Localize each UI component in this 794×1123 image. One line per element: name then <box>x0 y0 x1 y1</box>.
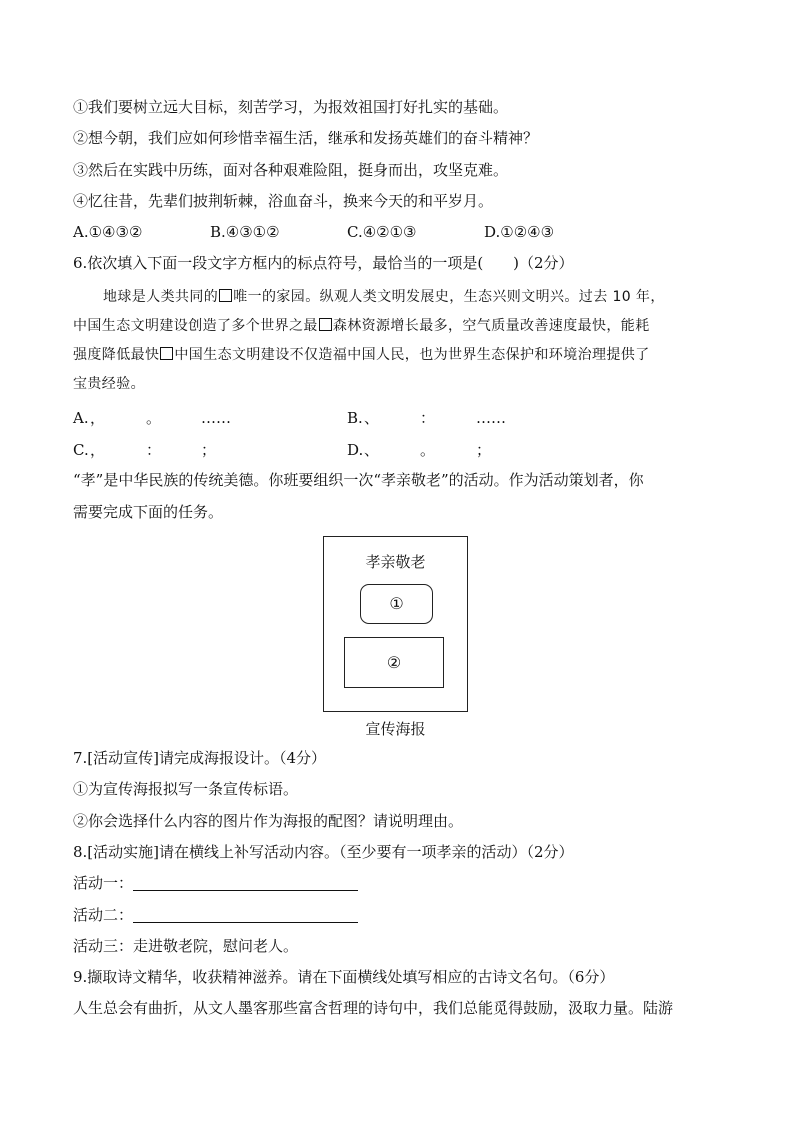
intro-line-2: 需要完成下面的任务。 <box>73 503 224 521</box>
q9-text: 人生总会有曲折，从文人墨客那些富含哲理的诗句中，我们总能觅得鼓励，汲取力量。陆游 <box>73 999 674 1017</box>
q8-activity-1 <box>73 873 358 893</box>
option-mark: …… <box>201 409 231 427</box>
blank-box-1 <box>219 289 232 302</box>
q7-item-2: ②你会选择什么内容的图片作为海报的配图？请说明理由。 <box>73 812 464 830</box>
option-letter: C. <box>73 441 89 459</box>
answer-blank-1[interactable] <box>133 876 358 891</box>
q6-stem: 6.依次填入下面一段文字方框内的标点符号，最恰当的一项是( )（2分） <box>73 254 574 272</box>
passage-text: 森林资源增长最多，空气质量改善速度最快，能耗 <box>332 318 650 334</box>
blank-box-2 <box>319 318 332 331</box>
q5-option-d: D.①②④③ <box>484 223 555 241</box>
option-mark: 。 <box>146 409 162 427</box>
poster-slot-1: ① <box>360 584 433 624</box>
q8-activity-3: 活动三：走进敬老院，慰问老人。 <box>73 937 299 955</box>
option-letter: B. <box>347 409 363 427</box>
q6-passage-line-1 <box>103 287 665 307</box>
option-letter: A. <box>73 409 89 427</box>
answer-blank-2[interactable] <box>133 908 358 923</box>
q7-stem: 7.[活动宣传]请完成海报设计。（4分） <box>73 749 327 767</box>
option-mark: ： <box>420 409 436 427</box>
option-mark: 、 <box>364 441 380 459</box>
passage-text: 中国生态文明建设创造了多个世界之最 <box>73 318 318 334</box>
poster-frame <box>323 536 468 712</box>
q8-stem: 8.[活动实施]请在横线上补写活动内容。（至少要有一项孝亲的活动）（2分） <box>73 843 574 861</box>
option-mark: ； <box>201 441 217 459</box>
option-mark: …… <box>476 409 506 427</box>
option-mark: 、 <box>364 409 380 427</box>
q5-option-a: A.①④③② <box>73 223 143 241</box>
passage-text: 强度降低最快 <box>73 347 160 363</box>
poster-slot-2: ② <box>344 637 444 688</box>
q7-item-1: ①为宣传海报拟写一条宣传标语。 <box>73 780 299 798</box>
q5-option-b: B.④③①② <box>210 223 280 241</box>
q6-passage-line-4: 宝贵经验。 <box>73 376 145 392</box>
activity-label: 活动二： <box>73 906 134 924</box>
intro-line-1: “孝”是中华民族的传统美德。你班要组织一次“孝亲敬老”的活动。作为活动策划者，你 <box>73 471 644 489</box>
blank-box-3 <box>160 347 173 360</box>
option-mark: ： <box>146 441 162 459</box>
activity-label: 活动一： <box>73 874 134 892</box>
q5-sentence-3: ③然后在实践中历练，面对各种艰难险阻，挺身而出，攻坚克难。 <box>73 161 509 179</box>
option-letter: D. <box>347 441 364 459</box>
option-mark: ， <box>90 441 106 459</box>
option-mark: ， <box>90 409 106 427</box>
option-mark: 。 <box>420 441 436 459</box>
option-mark: ； <box>476 441 492 459</box>
q5-sentence-1: ①我们要树立远大目标，刻苦学习，为报效祖国打好扎实的基础。 <box>73 98 509 116</box>
q5-sentence-4: ④忆往昔，先辈们披荆斩棘，浴血奋斗，换来今天的和平岁月。 <box>73 192 494 210</box>
q6-passage-line-3 <box>73 345 650 365</box>
q8-activity-2 <box>73 905 358 925</box>
poster-title: 孝亲敬老 <box>365 553 426 571</box>
q6-passage-line-2 <box>73 316 650 336</box>
passage-text: 地球是人类共同的 <box>103 289 219 305</box>
passage-text: 唯一的家园。纵观人类文明发展史，生态兴则文明兴。过去 10 年， <box>233 289 665 305</box>
poster-caption: 宣传海报 <box>365 720 426 738</box>
q9-stem: 9.撷取诗文精华，收获精神滋养。请在下面横线处填写相应的古诗文名句。（6分） <box>73 968 615 986</box>
passage-text: 中国生态文明建设不仅造福中国人民，也为世界生态保护和环境治理提供了 <box>174 347 650 363</box>
q5-sentence-2: ②想今朝，我们应如何珍惜幸福生活，继承和发扬英雄们的奋斗精神？ <box>73 129 539 147</box>
q5-option-c: C.④②①③ <box>347 223 417 241</box>
